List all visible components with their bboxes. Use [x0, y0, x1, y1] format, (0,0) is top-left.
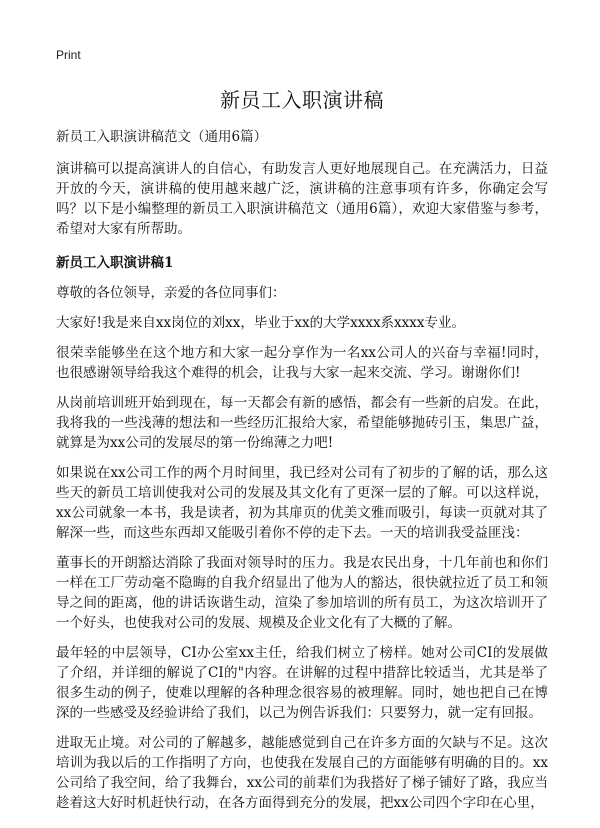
paragraph-progress: 进取无止境。对公司的了解越多，越能感觉到自己在许多方面的欠缺与不足。这次培训为我以后的工作指明了方向，也使我在发展自己的方面能够有明确的目的。xx公司给了我空间，给了我舞台，xx公司的前辈们为我搭好了梯子铺好了路，我应当趁着这大好时机赶快行动，在各方面得到充分的发展，把xx公司四个字印在心里， [56, 735, 548, 811]
paragraph-training-start: 从岗前培训班开始到现在，每一天都会有新的感悟，都会有一些新的启发。在此，我将我的一些浅薄的想法和一些经历汇报给大家，希望能够抛砖引玉，集思广益，就算是为xx公司的发展尽的第一份绵薄之力吧! [56, 395, 548, 451]
paragraph-honor: 很荣幸能够坐在这个地方和大家一起分享作为一名xx公司人的兴奋与幸福!同时，也很感谢领导给我这个难得的机会，让我与大家一起来交流、学习。谢谢你们! [56, 345, 548, 381]
paragraph-self-intro: 大家好!我是来自xx岗位的刘xx，毕业于xx的大学xxxx系xxxx专业。 [56, 315, 466, 331]
paragraph-ci-office: 最年轻的中层领导，CI办公室xx主任，给我们树立了榜样。她对公司CI的发展做了介绍，并详细的解说了CI的"内容。在讲解的过程中措辞比较适当，尤其是举了很多生动的例子，使难以理解的各种理念很容易的被理解。同时，她也把自己在博深的一些感受及经验讲给了我们，以己为例告诉我们：只要努力，就一定有回报。 [56, 645, 548, 721]
print-label: Print [56, 48, 81, 62]
paragraph-chairman: 董事长的开朗豁达消除了我面对领导时的压力。我是农民出身，十几年前也和你们一样在工厂劳动毫不隐晦的自我介绍显出了他为人的豁达，很快就拉近了员工和领导之间的距离，他的讲话诙谐生动，渲染了参加培训的所有员工，为这次培训开了一个好头，也使我对公司的发展、规模及企业文化有了大概的了解。 [56, 555, 548, 631]
section-title: 新员工入职演讲稿1 [56, 255, 174, 271]
paragraph-greeting: 尊敬的各位领导，亲爱的各位同事们： [56, 285, 286, 301]
intro-paragraph: 演讲稿可以提高演讲人的自信心，有助发言人更好地展现自己。在充满活力，日益开放的今天，演讲稿的使用越来越广泛，演讲稿的注意事项有许多，你确定会写吗？以下是小编整理的新员工入职演讲稿范文（通用6篇），欢迎大家借鉴与参考，希望对大家有所帮助。 [56, 161, 548, 237]
document-subtitle: 新员工入职演讲稿范文（通用6篇） [56, 129, 268, 145]
document-title: 新员工入职演讲稿 [220, 88, 384, 112]
paragraph-company-understanding: 如果说在xx公司工作的两个月时间里，我已经对公司有了初步的了解的话，那么这些天的新员工培训使我对公司的发展及其文化有了更深一层的了解。可以这样说，xx公司就象一本书，我是读者，初为其扉页的优美文雅而吸引，每读一页就对其了解深一些，而这些东西却又能吸引着你不停的走下去。一天的培训我受益匪浅： [56, 465, 548, 541]
